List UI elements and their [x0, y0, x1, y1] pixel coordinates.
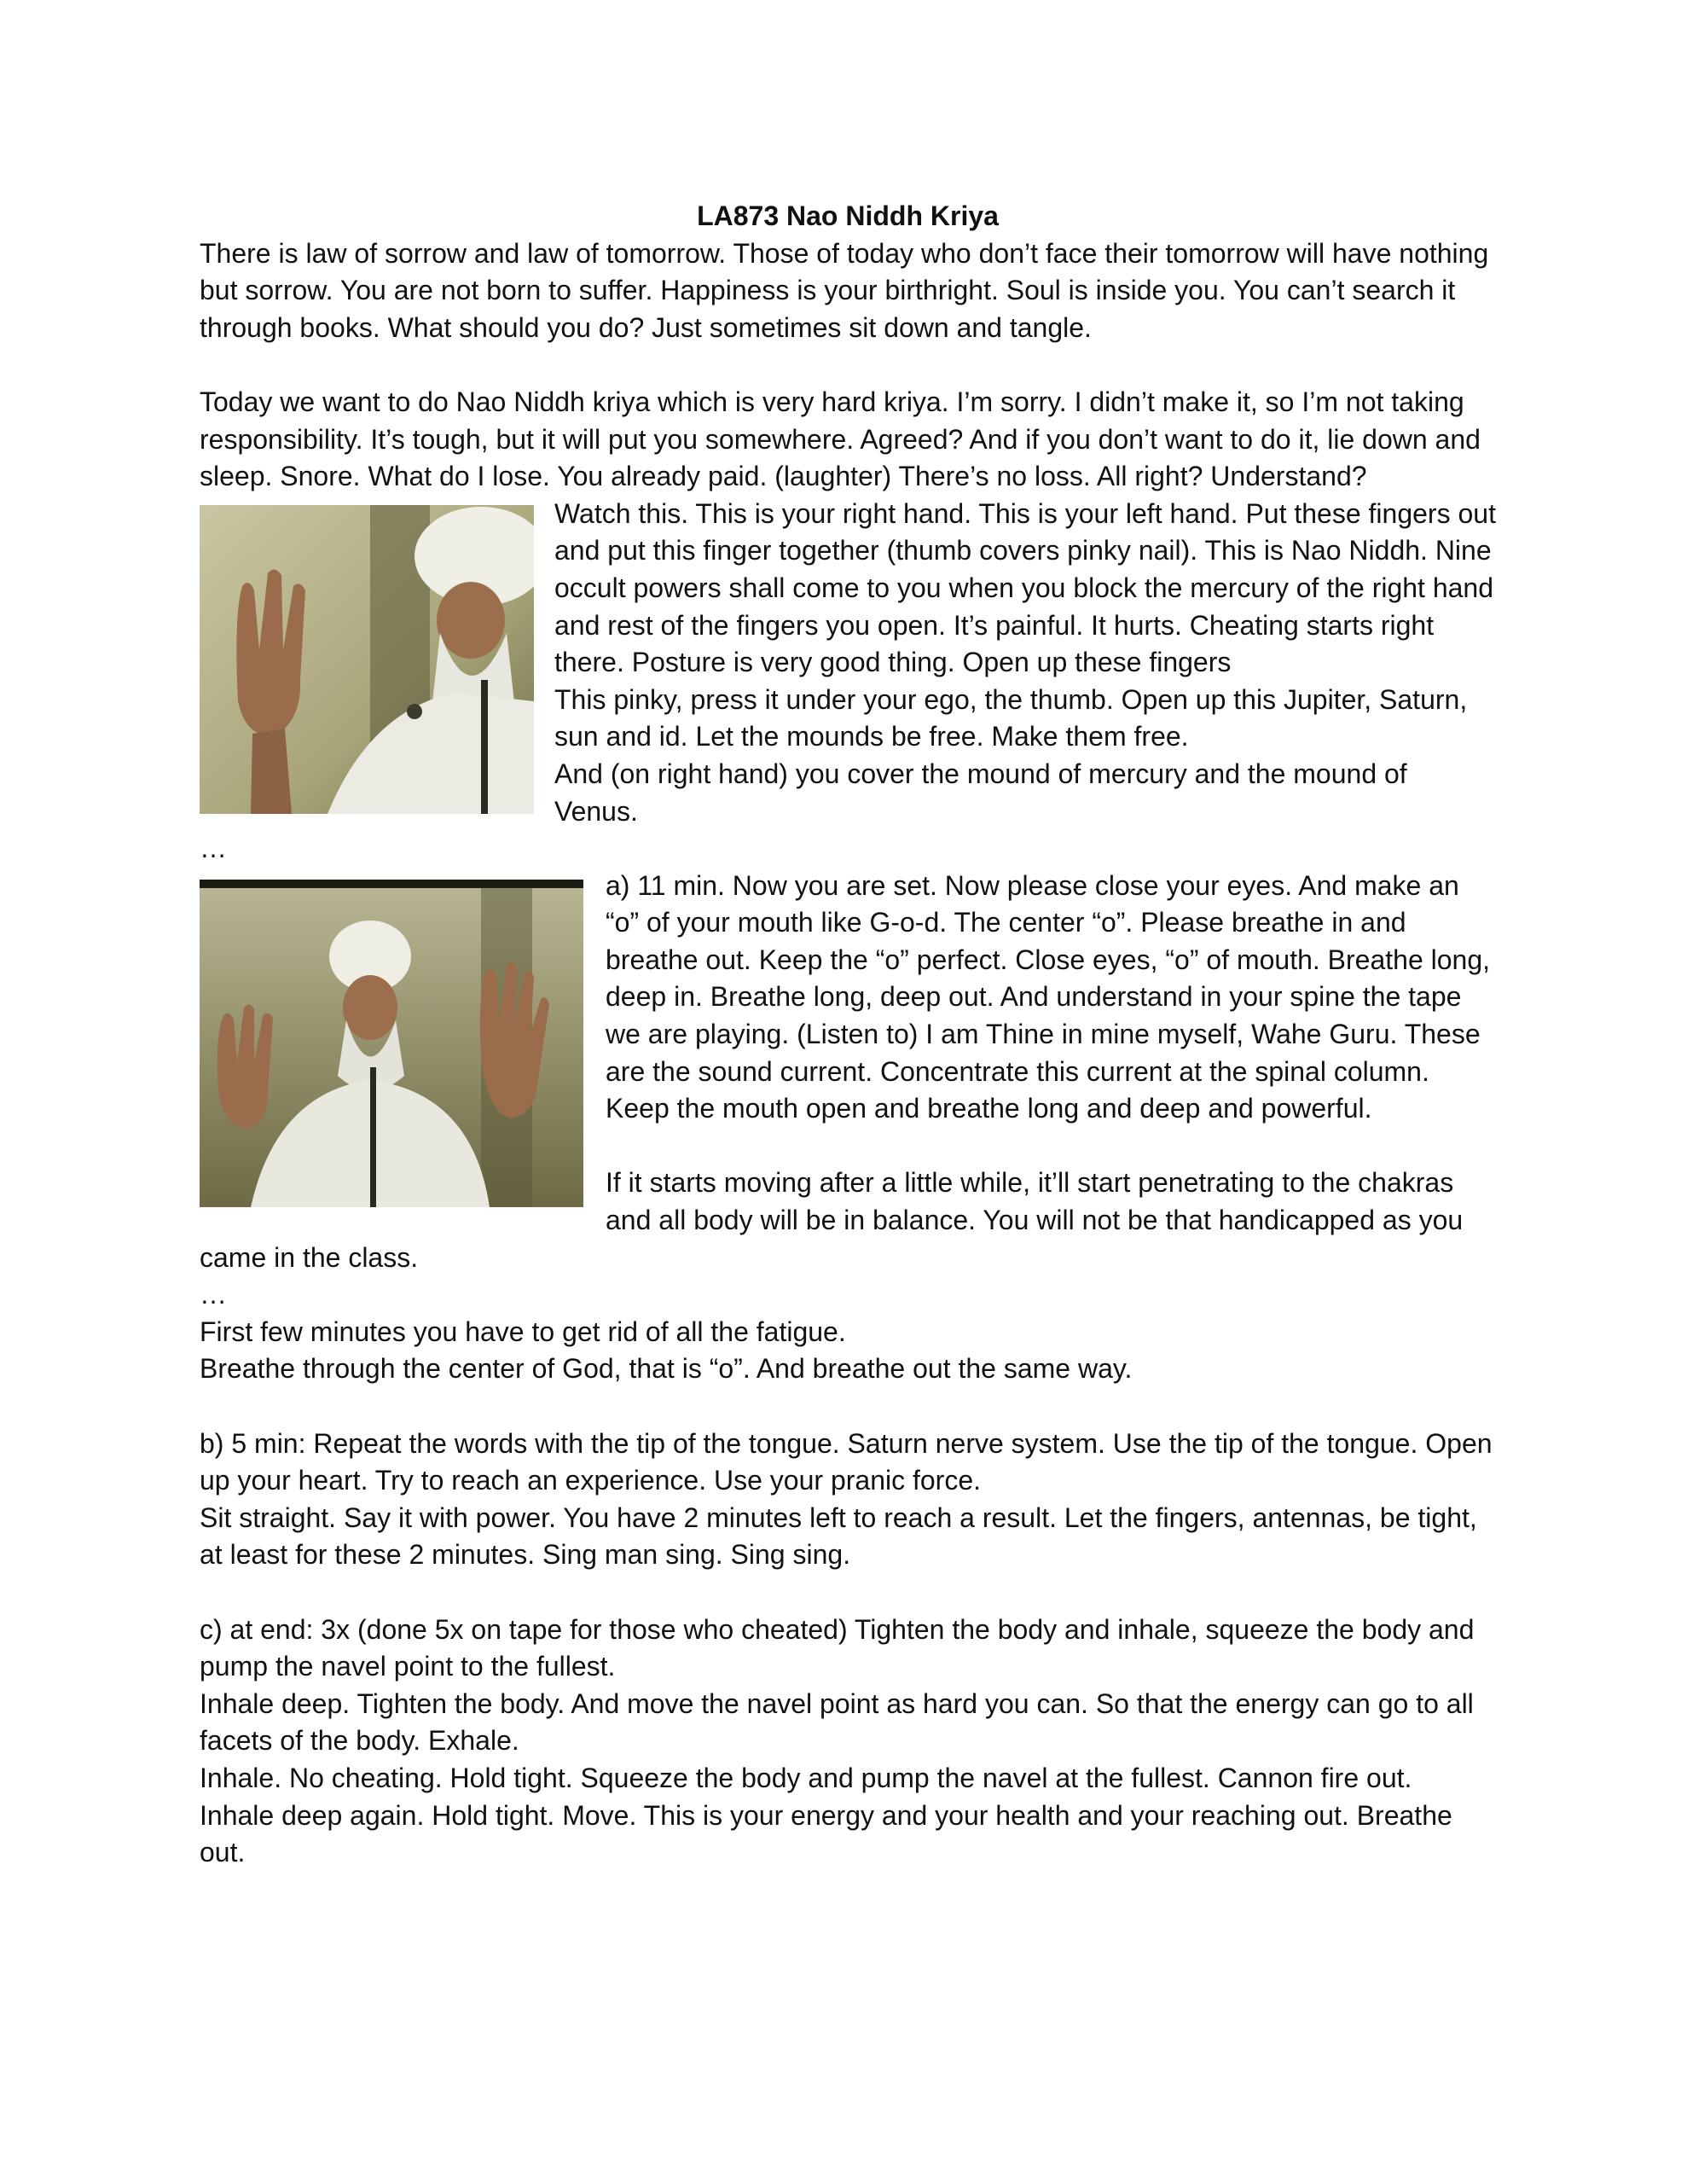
- mudra-photo-1: [200, 505, 534, 814]
- ellipsis: …: [200, 833, 227, 864]
- step-b-paragraph: b) 5 min: Repeat the words with the tip of the tongue. Saturn nerve system. Use the tip of the tongue. Open up your heart. Try to reach an experience. Use your pranic force.: [200, 1427, 1493, 1496]
- intro-paragraph-2: Today we want to do Nao Niddh kriya which is very hard kriya. I’m sorry. I didn’t make it, so I’m not taking responsibility. It’s tough, but it will put you somewhere. Agreed? And if you don’t want to do it, lie down and sleep. Snore. What do I lose. You already paid. (laughter) There’s no loss. All right? Understand?: [200, 386, 1481, 492]
- step-a-paragraph: a) 11 min. Now you are set. Now please close your eyes. And make an “o” of your mouth like G-o-d. The center “o”. Please breathe in and breathe out. Keep the “o” perfect. Close eyes, “o” of mouth. Breathe long, deep in. Breathe long, deep out. And understand in your spine the tape we are playing. (Listen to) I am Thine in mine myself, Wahe Guru. These are the sound current. Concentrate this current at the spinal column. Keep the mouth open and breathe long and deep and powerful.: [606, 869, 1491, 1124]
- step-c-paragraph-4: Inhale deep again. Hold tight. Move. This is your energy and your health and your reaching out. Breathe out.: [200, 1799, 1452, 1868]
- step-c-paragraph-3: Inhale. No cheating. Hold tight. Squeeze the body and pump the navel at the fullest. Cannon fire out.: [200, 1762, 1412, 1793]
- intro-paragraph: There is law of sorrow and law of tomorrow. Those of today who don’t face their tomorrow will have nothing but sorrow. You are not born to suffer. Happiness is your birthright. Soul is inside you. You can’t search it through books. What should you do? Just sometimes sit down and tangle.: [200, 237, 1489, 343]
- step-c-paragraph-2: Inhale deep. Tighten the body. And move the navel point as hard you can. So that the energy can go to all facets of the body. Exhale.: [200, 1687, 1474, 1757]
- step-c-paragraph: c) at end: 3x (done 5x on tape for those who cheated) Tighten the body and inhale, squeeze the body and pump the navel point to the fullest.: [200, 1613, 1475, 1682]
- ellipsis: …: [200, 1279, 227, 1310]
- step-a-continuation: If it starts moving after a little while, it’ll start penetrating to the chakras and all body will be in balance. You will not be that handicapped as you came in the class.: [200, 1167, 1464, 1273]
- meditation-photo-2: [200, 880, 583, 1207]
- mudra-paragraph-2: This pinky, press it under your ego, the thumb. Open up this Jupiter, Saturn, sun and id. Let the mounds be free. Make them free.: [554, 683, 1468, 752]
- mudra-paragraph-3: And (on right hand) you cover the mound of mercury and the mound of Venus.: [554, 758, 1407, 827]
- document-page: [200, 198, 1496, 1872]
- mudra-paragraph-1: Watch this. This is your right hand. This is your left hand. Put these fingers out and put this finger together (thumb covers pinky nail). This is Nao Niddh. Nine occult powers shall come to you when you block the mercury of the right hand and rest of the fingers you open. It’s painful. It hurts. Cheating starts right there. Posture is very good thing. Open up these fingers: [554, 497, 1496, 678]
- fatigue-line: First few minutes you have to get rid of all the fatigue.: [200, 1316, 846, 1347]
- document-title: LA873 Nao Niddh Kriya: [697, 200, 999, 231]
- step-b-paragraph-2: Sit straight. Say it with power. You have 2 minutes left to reach a result. Let the fingers, antennas, be tight, at least for these 2 minutes. Sing man sing. Sing sing.: [200, 1502, 1477, 1571]
- breathe-line: Breathe through the center of God, that is “o”. And breathe out the same way.: [200, 1353, 1133, 1385]
